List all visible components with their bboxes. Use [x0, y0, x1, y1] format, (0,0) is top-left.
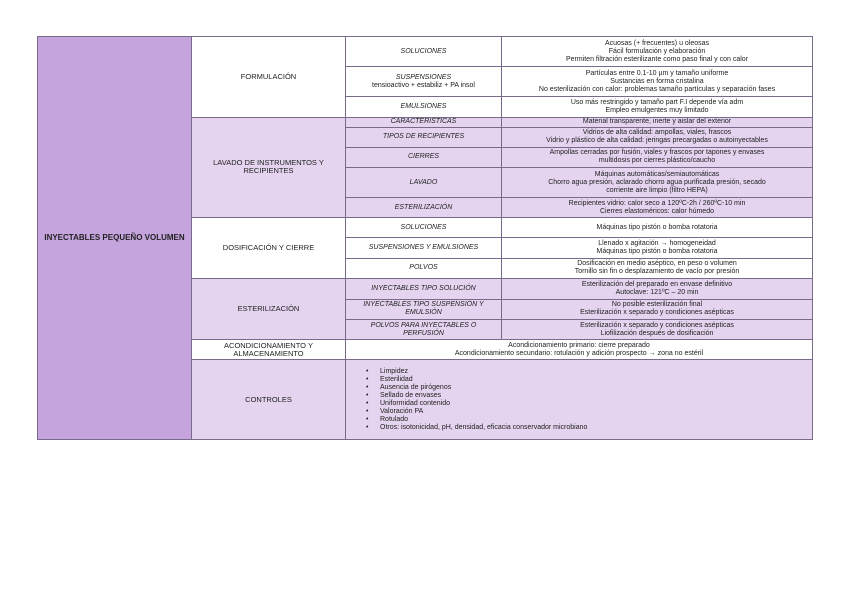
list-item: • Otros: isotonicidad, pH, densidad, eficacia conservador microbiano	[380, 424, 809, 432]
desc-line: Permiten filtración esterilizante como paso final y con calor	[565, 55, 749, 63]
desc-esterilizacion-recipientes	[502, 198, 813, 218]
desc-emulsiones	[502, 97, 813, 117]
desc-acondicionamiento	[346, 340, 813, 360]
section-controles	[192, 360, 346, 440]
desc-line: Acuosas (+ frecuentes) u oleosas	[604, 39, 710, 47]
desc-line: Ampollas cerradas por fusión, viales y frascos por tapones y envases	[549, 149, 765, 157]
desc-line: No esterilización con calor: problemas tamaño partículas y separación fases	[538, 85, 776, 93]
sub-soluciones	[346, 37, 502, 67]
sub-label: TIPOS DE RECIPIENTES	[382, 133, 465, 141]
sub-label: INYECTABLES TIPO SUSPENSIÓN Y	[363, 301, 484, 309]
desc-line: Máquinas automáticas/semiautomáticas	[594, 170, 720, 178]
desc-caracteristicas	[502, 117, 813, 127]
desc-line: Cierres elastoméricos: calor húmedo	[600, 207, 714, 215]
desc-line: Autoclave: 121ºC – 20 min	[615, 288, 699, 296]
desc-line: Acondicionamiento primario: cierre preparado	[508, 341, 650, 349]
sub-label: SUSPENSIONES Y EMULSIONES	[368, 243, 479, 251]
desc-tipos-recipientes	[502, 127, 813, 147]
sub-label: LAVADO	[409, 178, 438, 186]
desc-line: Partículas entre 0.1-10 µm y tamaño uniforme	[585, 69, 729, 77]
desc-line: Tornillo sin fin o desplazamiento de vacío por presión	[574, 268, 740, 276]
desc-line: Fácil formulación y elaboración	[608, 47, 706, 55]
main-title-cell	[38, 37, 192, 440]
desc-lavado	[502, 167, 813, 197]
sub-cierres	[346, 147, 502, 167]
list-item: • Rotulado	[380, 416, 809, 424]
sub-emulsiones	[346, 97, 502, 117]
sub-lavado	[346, 167, 502, 197]
controles-list-cell	[346, 360, 813, 440]
desc-line: multidosis por cierres plástico/caucho	[598, 157, 716, 165]
section-dosificacion	[192, 218, 346, 278]
desc-line: Vidrios de alta calidad: ampollas, viales, frascos	[582, 129, 732, 137]
desc-dosif-polvos	[502, 258, 813, 278]
section-esterilizacion	[192, 278, 346, 339]
section-label: DOSIFICACIÓN Y CIERRE	[222, 242, 315, 252]
desc-line: Esterilización del preparado en envase definitivo	[581, 280, 733, 288]
desc-ester-suspension	[502, 299, 813, 319]
desc-soluciones	[502, 37, 813, 67]
sub-label: SOLUCIONES	[400, 47, 447, 55]
sub-dosif-soluciones	[346, 218, 502, 238]
desc-line: Llenado x agitación → homogeneidad	[598, 239, 716, 247]
sub-note: tensioactivo + estabiliz + PA insol	[372, 81, 475, 89]
sub-label: POLVOS	[409, 264, 438, 272]
desc-line: corriente aire limpio (filtro HEPA)	[606, 186, 708, 194]
desc-line: Esterilización x separado y condiciones asépticas	[580, 309, 734, 317]
desc-ester-solucion	[502, 278, 813, 299]
desc-dosif-soluciones	[502, 218, 813, 238]
desc-line: Liofilización después de dosificación	[600, 329, 714, 337]
desc-line: Máquinas tipo pistón o bomba rotatoria	[596, 223, 718, 231]
sub-label: ESTERILIZACIÓN	[394, 203, 453, 211]
section-label: ACONDICIONAMIENTO Y ALMACENAMIENTO	[224, 340, 313, 358]
controles-list	[352, 368, 809, 432]
desc-cierres	[502, 147, 813, 167]
section-label: FORMULACIÓN	[240, 71, 297, 81]
sub-ester-solucion	[346, 278, 502, 299]
desc-line: Material transparente, inerte y aislar del exterior	[582, 118, 732, 126]
section-label: CONTROLES	[245, 394, 292, 404]
list-item: • Valoración PA	[380, 408, 809, 416]
sub-esterilizacion-recipientes	[346, 198, 502, 218]
desc-line: Sustancias en forma cristalina	[610, 77, 704, 85]
desc-line: Uso más restringido y tamaño part F.I depende vía adm	[570, 99, 744, 106]
section-lavado	[192, 117, 346, 218]
desc-ester-polvos	[502, 320, 813, 340]
desc-line: Dosificación en medio aséptico, en peso o volumen	[577, 260, 737, 268]
desc-line: Vidrio y plástico de alta calidad: jeringas precargadas o autoinyectables	[546, 137, 768, 145]
sub-label: POLVOS PARA INYECTABLES O	[370, 321, 477, 329]
desc-line: No posible esterilización final	[611, 301, 703, 309]
sub-caracteristicas	[346, 117, 502, 127]
desc-suspensiones	[502, 67, 813, 97]
sub-dosif-suspensiones	[346, 238, 502, 258]
list-item: • Limpidez	[380, 368, 809, 376]
sub-label: CIERRES	[407, 153, 440, 161]
sub-label: INYECTABLES TIPO SOLUCIÓN	[371, 284, 476, 292]
desc-line: Empleo emulgentes muy limitado	[605, 107, 709, 114]
sub-label: SOLUCIONES	[400, 223, 447, 231]
list-item: • Uniformidad contenido	[380, 400, 809, 408]
desc-line: Recipientes vidrio: calor seco a 120ºC-2h / 260ºC-10 min	[568, 199, 746, 207]
section-label: ESTERILIZACIÓN	[237, 303, 300, 313]
desc-line: Chorro agua presión, aclarado chorro agua purificada presión, secado	[548, 178, 766, 186]
sub-label: PERFUSIÓN	[403, 329, 444, 337]
sub-ester-polvos	[346, 320, 502, 340]
list-item: • Esterilidad	[380, 376, 809, 384]
section-label: LAVADO DE INSTRUMENTOS Y RECIPIENTES	[213, 158, 324, 176]
summary-table	[37, 36, 813, 440]
list-item: • Sellado de envases	[380, 392, 809, 400]
desc-line: Máquinas tipo pistón o bomba rotatoria	[596, 247, 718, 255]
sub-dosif-polvos	[346, 258, 502, 278]
sub-label: SUSPENSIONES	[395, 73, 452, 81]
sub-suspensiones	[346, 67, 502, 97]
desc-line: Acondicionamiento secundario: rotulación y adición prospecto → zona no estéril	[454, 349, 704, 357]
desc-dosif-suspensiones	[502, 238, 813, 258]
sub-label: EMULSIÓN	[405, 309, 442, 317]
section-formulacion	[192, 37, 346, 118]
document-sheet	[37, 36, 812, 440]
sub-label: CARACTERÍSTICAS	[390, 118, 457, 126]
sub-tipos-recipientes	[346, 127, 502, 147]
desc-line: Esterilización x separado y condiciones asépticas	[580, 321, 734, 329]
sub-ester-suspension	[346, 299, 502, 319]
sub-label: EMULSIONES	[400, 103, 447, 110]
main-title: INYECTABLES PEQUEÑO VOLUMEN	[44, 233, 185, 242]
section-acondicionamiento	[192, 340, 346, 360]
list-item: • Ausencia de pirógenos	[380, 384, 809, 392]
